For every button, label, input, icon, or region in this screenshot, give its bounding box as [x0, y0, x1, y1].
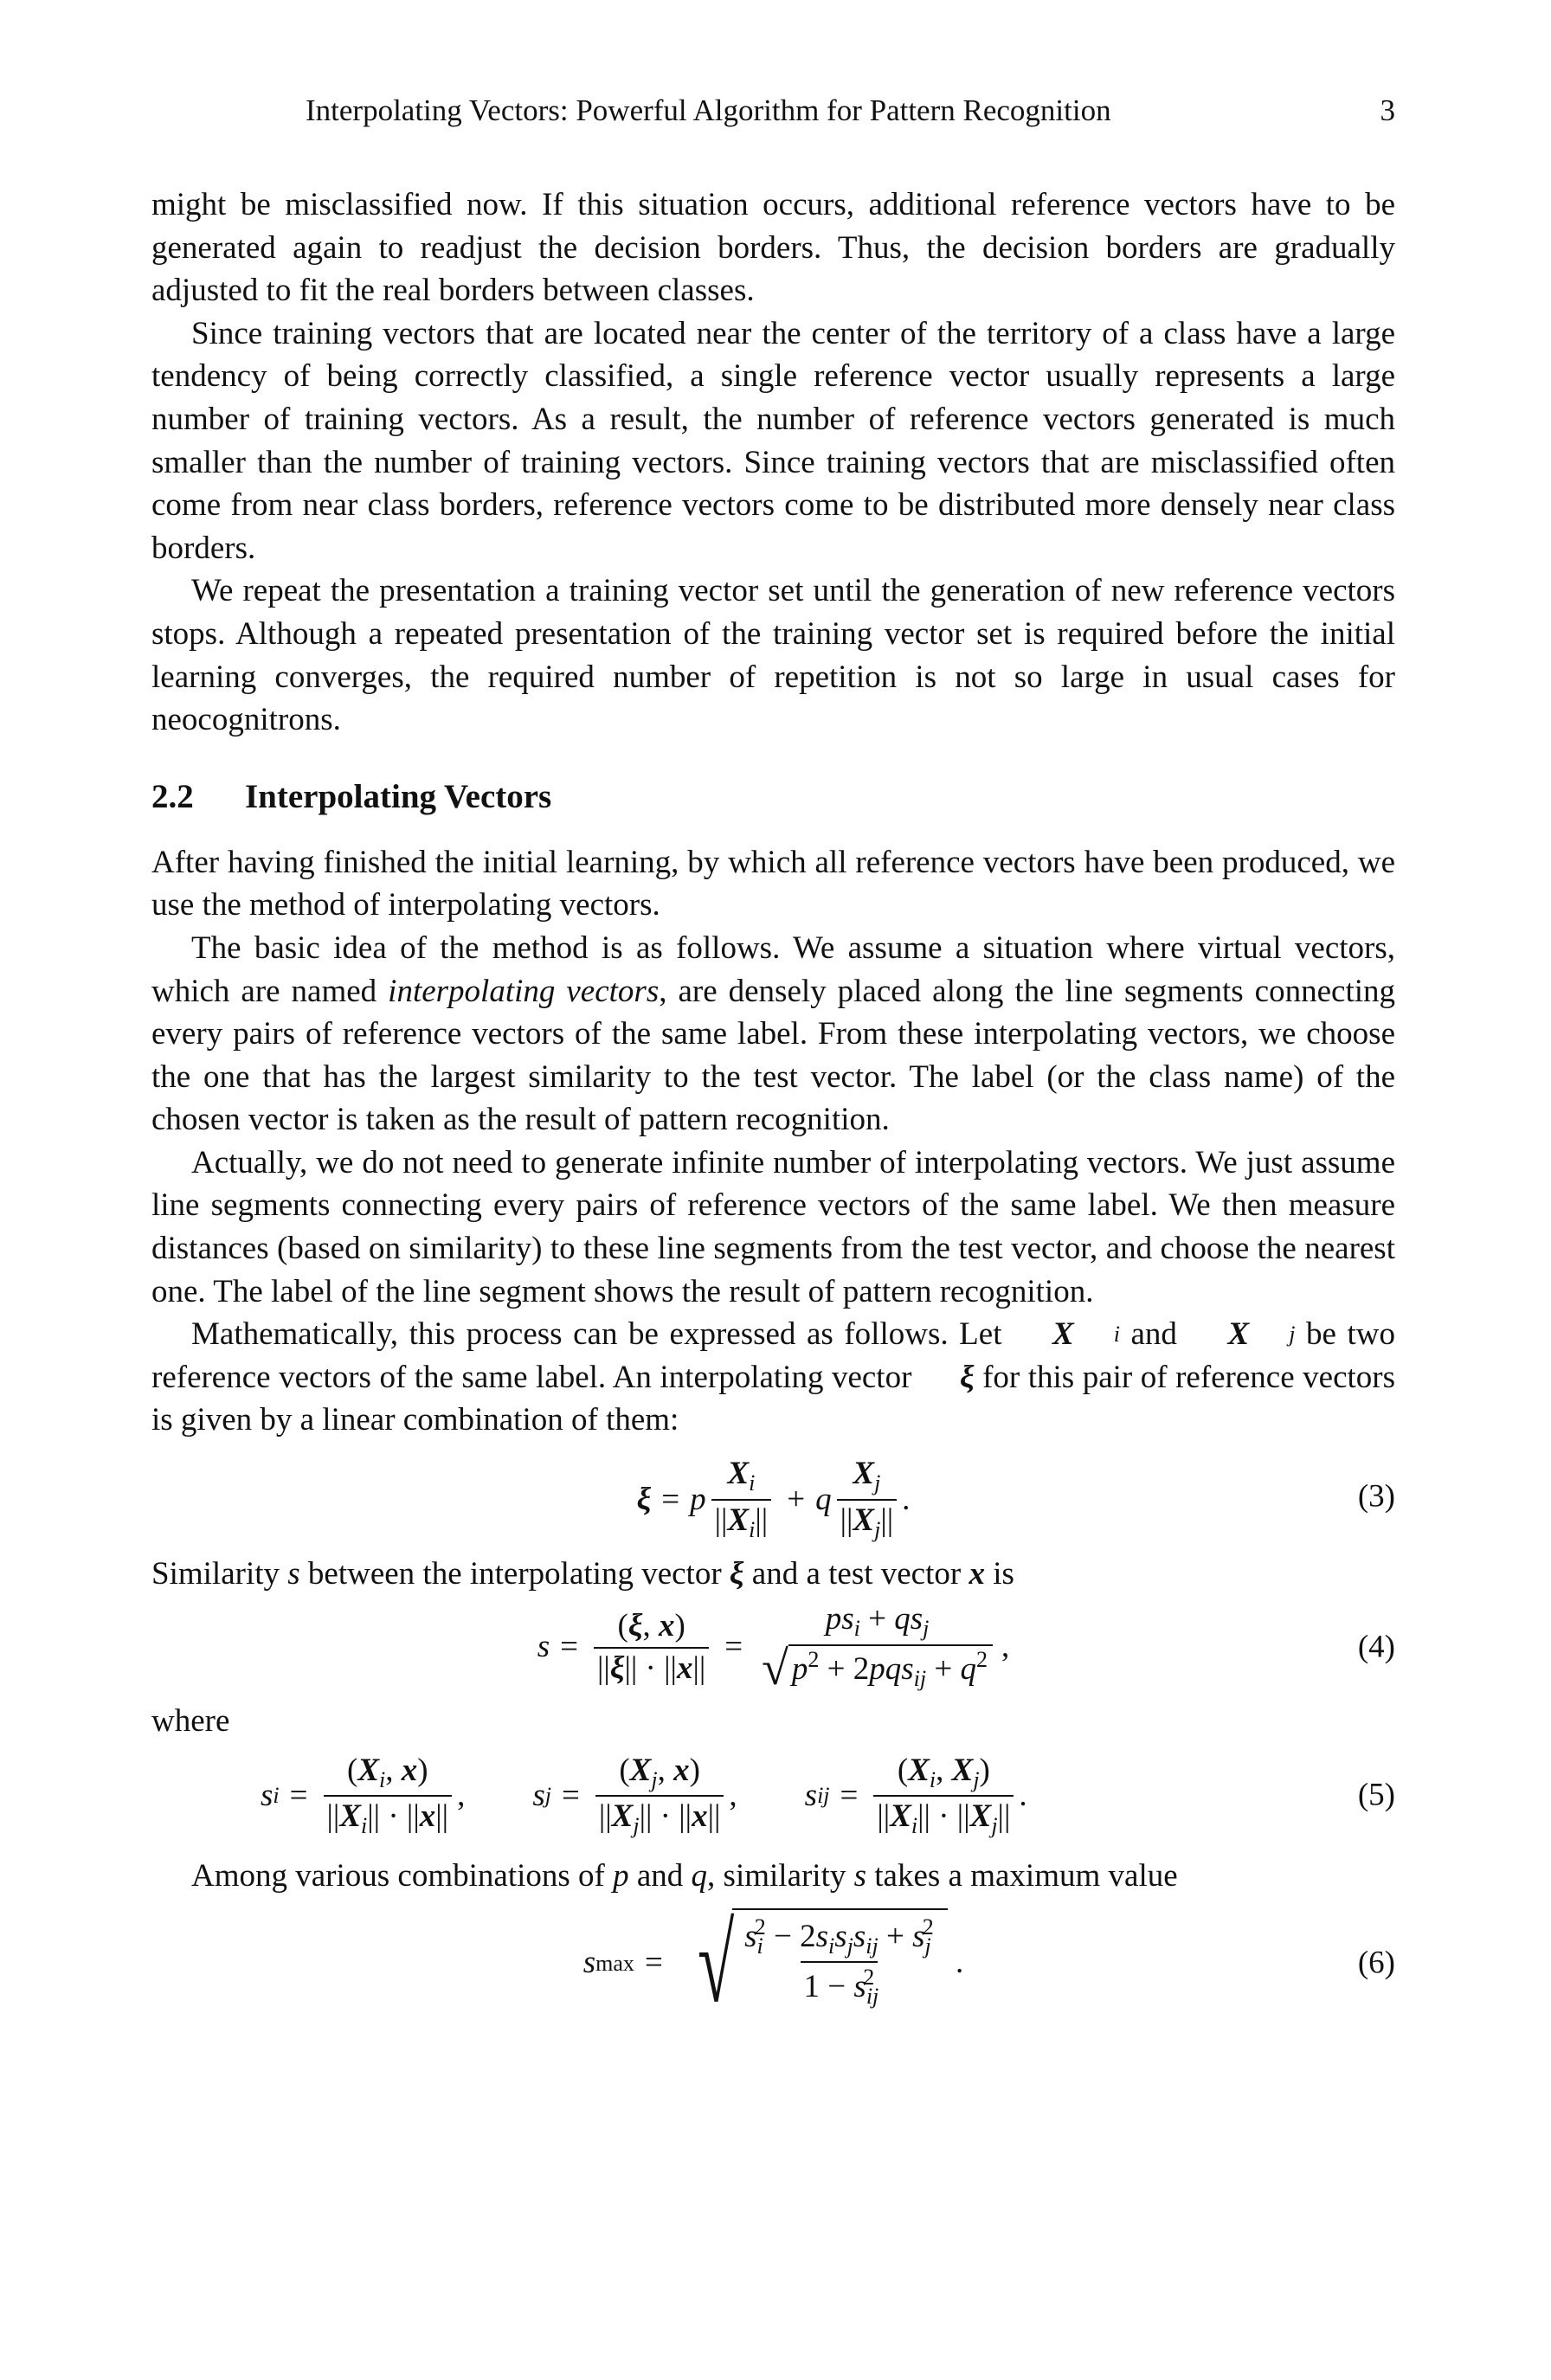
- page-number: 3: [1380, 93, 1395, 127]
- section-heading: [151, 775, 1395, 819]
- paragraph-continued: might be misclassified now. If this situation occurs, additional reference vectors have to be generated again to readjust the decision borders. Thus, the decision borders are gradually adjusted to fit the real borders between classes.: [151, 187, 1395, 309]
- paragraph-repeat-presentation: We repeat the presentation a training vector set until the generation of new reference vectors stops. Although a repeated presentation of the training vector set is required before the initial learning converges, the required number of repetition is not so large in usual cases for neocognitrons.: [151, 573, 1395, 738]
- equation-3-number: (3): [1357, 1478, 1395, 1515]
- paragraph-after-initial-learning: After having finished the initial learning, by which all reference vectors have been produced, we use the method of interpolating vectors.: [151, 844, 1395, 923]
- paragraph-similarity: Similarity s between the interpolating vector ξ and a test vector x is: [151, 1556, 1014, 1592]
- section-number: 2.2: [151, 777, 194, 815]
- equation-3: [151, 1442, 1395, 1553]
- section-title: Interpolating Vectors: [245, 777, 552, 815]
- emphasis-interpolating-vectors: interpolating vectors: [388, 973, 660, 1009]
- equation-6-number: (6): [1357, 1945, 1395, 1981]
- equation-6: [151, 1903, 1395, 2024]
- paragraph-among-combinations: Among various combinations of p and q, similarity s takes a maximum value: [191, 1858, 1178, 1894]
- equation-6-formula: s max = √ $\frac{s_i^2 - 2s_is_js_{ij} + s_j^2}{1 - s_{ij}^2}$ .: [582, 1901, 964, 2025]
- body-text: [151, 183, 1395, 2024]
- paragraph-where: where: [151, 1702, 230, 1739]
- equation-4: [151, 1599, 1395, 1696]
- equation-3-formula: ξ = p $\frac{X_i}{||X_i||}$ + q $\frac{X_j}{||X_j||}$ .: [636, 1456, 911, 1543]
- paragraph-line-segments: Actually, we do not need to generate infinite number of interpolating vectors. We just assume line segments connecting every pairs of reference vectors of the same label. We then measure distances (based on similarity) to these line segments from the test vector, and choose the nearest one. The label of the line segment shows the result of pattern recognition.: [151, 1144, 1395, 1309]
- paragraph-basic-idea: The basic idea of the method is as follows. We assume a situation where virtual vectors, which are named interpolating vectors, are densely placed along the line segments connecting every pairs of reference vectors of the same label. From these interpolating vectors, we choose the one that has the largest similarity to the test vector. The label (or the class name) of the chosen vector is taken as the result of pattern recognition.: [151, 929, 1396, 1138]
- equation-4-formula: s = $\frac{(\xi, x)}{||\xi|| \cdot ||x||}$ = $ps_i + qs_j$ √ $p^2 + 2pqs_{ij} + q^2$ ,: [537, 1601, 1010, 1695]
- running-title: Interpolating Vectors: Powerful Algorithm for Pattern Recognition: [306, 93, 1111, 127]
- equation-5-number: (5): [1357, 1777, 1395, 1813]
- equation-4-number: (4): [1357, 1629, 1395, 1665]
- equation-5-formula: s i = $\frac{(X_i, x)}{||X_i|| \cdot ||x||}$ , s j = $\frac{(X_j, x)}{||X_j|| \cdot ||x||}$ , s ij = $\frac{(X_i, X_j)}{||X_i|| \cdot ||X_j||}$ .: [261, 1752, 1027, 1839]
- equation-5: [151, 1742, 1395, 1849]
- paragraph-reference-density: Since training vectors that are located near the center of the territory of a class have a large tendency of being correctly classified, a single reference vector usually represents a large number of training vectors. As a result, the number of reference vectors generated is much smaller than the number of training vectors. Since training vectors that are misclassified often come from near class borders, reference vectors come to be distributed more densely near class borders.: [151, 315, 1395, 566]
- running-header: [151, 93, 1395, 137]
- paragraph-mathematically: Mathematically, this process can be expressed as follows. Let X i and X j be two reference vectors of the same label. An interpolating vector ξ for this pair of reference vectors is given by a linear combination of them:: [151, 1316, 1396, 1438]
